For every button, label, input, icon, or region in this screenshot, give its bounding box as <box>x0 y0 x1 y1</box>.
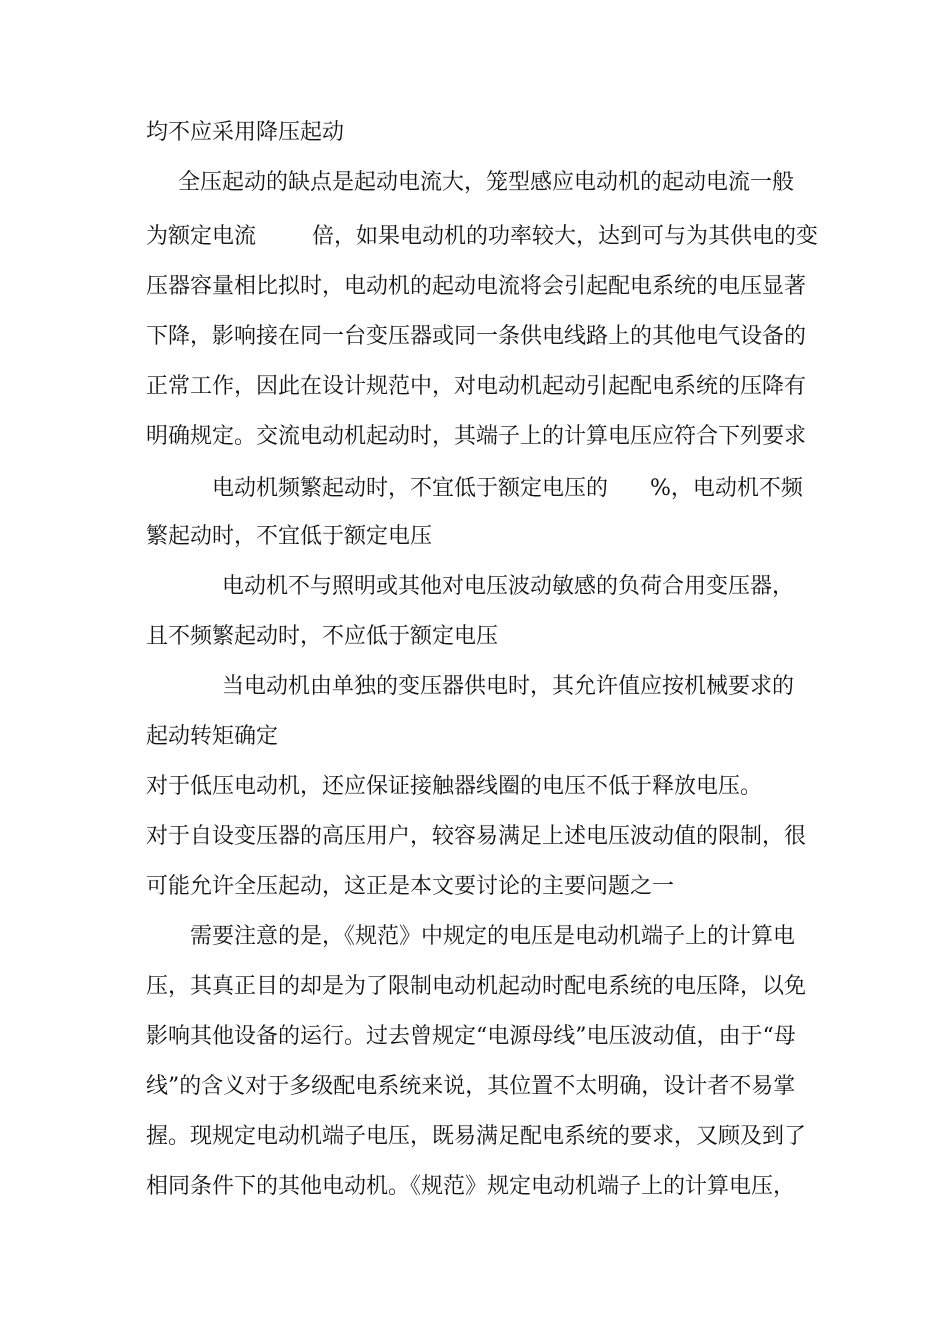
text-line: 明确规定。交流电动机起动时，其端子上的计算电压应符合下列要求 <box>146 424 807 449</box>
text-line: 需要注意的是，《规范》中规定的电压是电动机端子上的计算电 <box>190 924 796 949</box>
text-line: 均不应采用降压起动 <box>146 120 345 145</box>
text-line: 正常工作，因此在设计规范中，对电动机起动引起配电系统的压降有 <box>146 374 807 399</box>
text-line: 对于自设变压器的高压用户，较容易满足上述电压波动值的限制，很 <box>146 824 807 849</box>
text-line: 电动机频繁起动时，不宜低于额定电压的 %，电动机不频 <box>212 476 803 501</box>
text-line: 相同条件下的其他电动机。《规范》规定电动机端子上的计算电压， <box>146 1174 796 1199</box>
text-line: 繁起动时，不宜低于额定电压 <box>146 524 433 549</box>
text-line: 下降，影响接在同一台变压器或同一条供电线路上的其他电气设备的 <box>146 324 807 349</box>
text-line: 当电动机由单独的变压器供电时，其允许值应按机械要求的 <box>222 674 795 699</box>
text-line: 压器容量相比拟时，电动机的起动电流将会引起配电系统的电压显著 <box>146 274 807 299</box>
text-line: 全压起动的缺点是起动电流大，笼型感应电动机的起动电流一般 <box>178 170 795 195</box>
text-line: 压，其真正目的却是为了限制电动机起动时配电系统的电压降，以免 <box>146 974 807 999</box>
text-line: 可能允许全压起动，这正是本文要讨论的主要问题之一 <box>146 874 675 899</box>
text-line: 且不频繁起动时，不应低于额定电压 <box>146 624 499 649</box>
text-line: 起动转矩确定 <box>146 724 279 749</box>
text-line: 对于低压电动机，还应保证接触器线圈的电压不低于释放电压。 <box>146 774 763 799</box>
text-line: 电动机不与照明或其他对电压波动敏感的负荷合用变压器， <box>222 574 795 599</box>
text-line: 为额定电流 倍，如果电动机的功率较大，达到可与为其供电的变 <box>146 224 818 249</box>
text-line: 线”的含义对于多级配电系统来说，其位置不太明确，设计者不易掌 <box>146 1074 796 1099</box>
text-line: 影响其他设备的运行。过去曾规定“电源母线”电压波动值，由于“母 <box>146 1024 796 1049</box>
text-line: 握。现规定电动机端子电压，既易满足配电系统的要求，又顾及到了 <box>146 1124 807 1149</box>
